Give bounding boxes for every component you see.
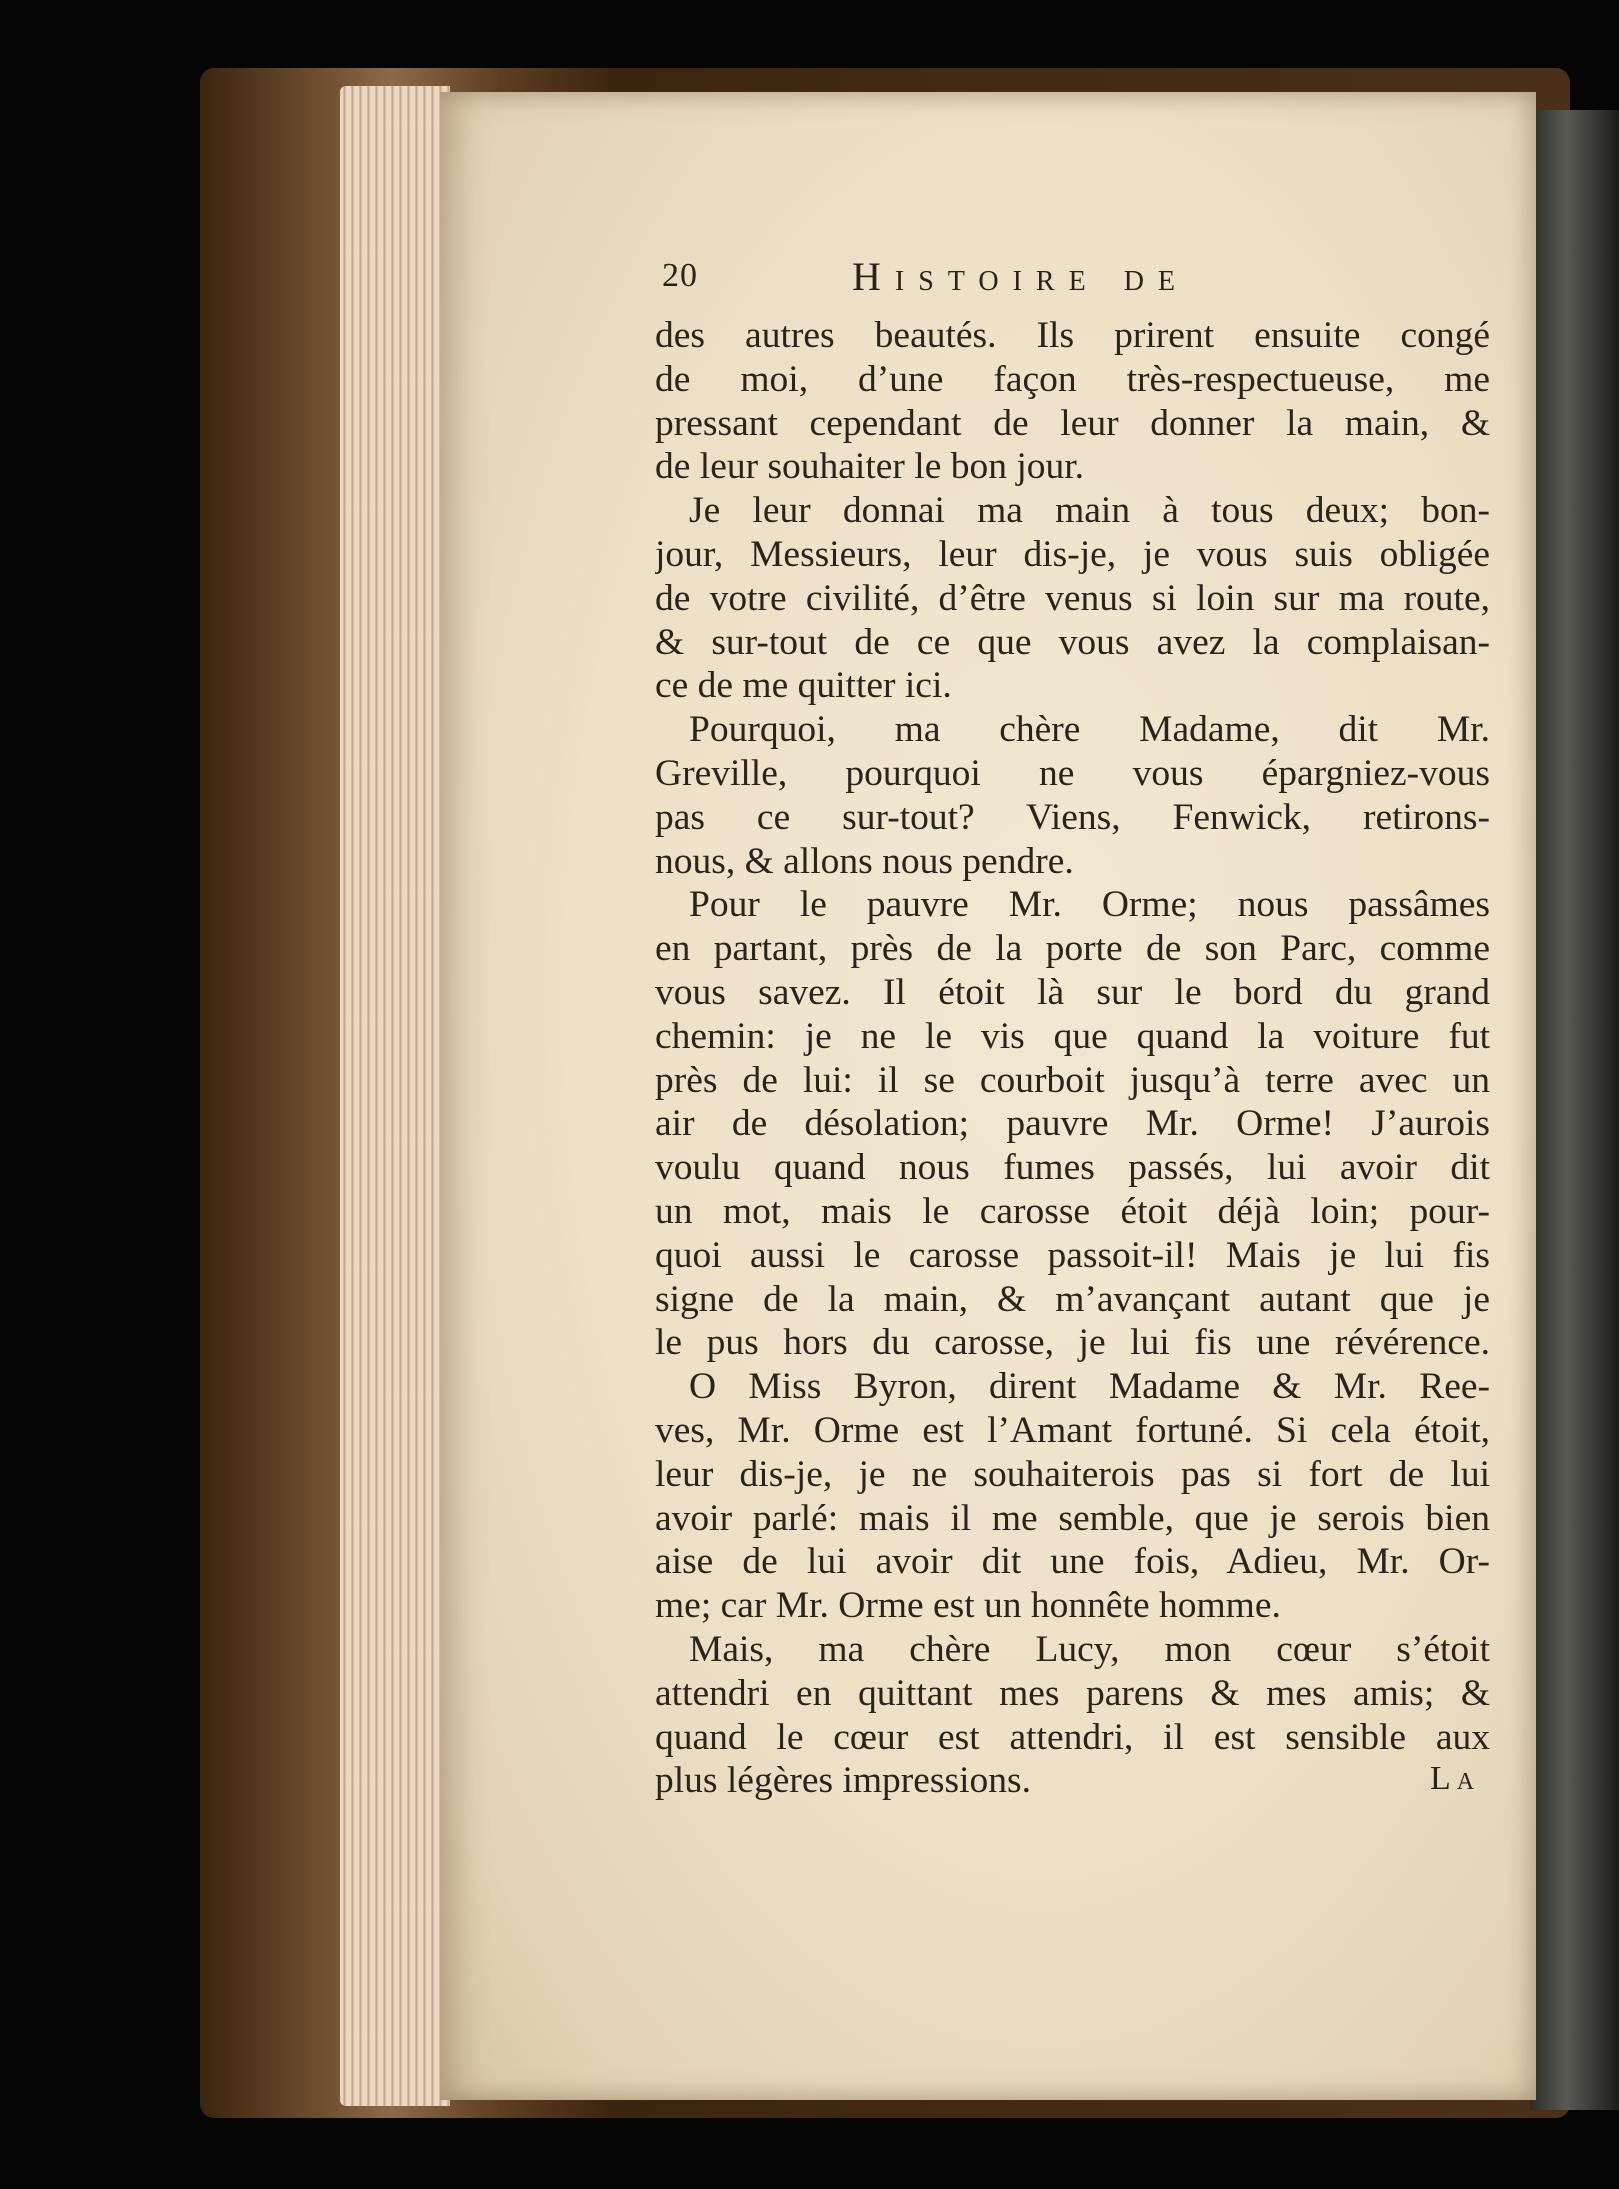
text-line: Mais, ma chère Lucy, mon cœur s’étoit (689, 1628, 1490, 1670)
text-line: des autres beautés. Ils prirent ensuite congé (655, 315, 1490, 356)
book-cover-right-edge (1530, 110, 1619, 2110)
text-line: voulu quand nous fumes passés, lui avoir dit (655, 1147, 1490, 1189)
text-line: pas ce sur-tout? Viens, Fenwick, retirons- (655, 796, 1490, 838)
text-line: près de lui: il se courboit jusqu’à terre avec un (655, 1059, 1490, 1101)
text-line: attendri en quittant mes parens & mes amis; & (655, 1672, 1490, 1714)
text-line: air de désolation; pauvre Mr. Orme! J’aurois (655, 1103, 1490, 1145)
text-line: le pus hors du carosse, je lui fis une révérence. (655, 1322, 1490, 1364)
text-line: ce de me quitter ici. (655, 665, 952, 707)
text-line: signe de la main, & m’avançant autant que je (655, 1278, 1490, 1320)
text-line: jour, Messieurs, leur dis-je, je vous suis obligée (655, 533, 1490, 575)
text-line: ves, Mr. Orme est l’Amant fortuné. Si cela étoit, (655, 1409, 1490, 1451)
text-line: & sur-tout de ce que vous avez la complaisan- (655, 621, 1490, 663)
text-line: quand le cœur est attendri, il est sensible aux (655, 1716, 1490, 1758)
text-line: de moi, d’une façon très-respectueuse, me (655, 358, 1490, 400)
catchword: La (1430, 1760, 1481, 1797)
text-line: nous, & allons nous pendre. (655, 840, 1074, 882)
text-line: Greville, pourquoi ne vous épargniez-vous (655, 752, 1490, 794)
text-line: plus légères impressions. (655, 1760, 1031, 1802)
text-line: me; car Mr. Orme est un honnête homme. (655, 1585, 1281, 1627)
text-line: aise de lui avoir dit une fois, Adieu, Mr. Or- (655, 1541, 1490, 1583)
page-edges (340, 86, 450, 2106)
text-line: chemin: je ne le vis que quand la voiture fut (655, 1015, 1490, 1057)
text-line: de leur souhaiter le bon jour. (655, 446, 1085, 488)
text-line: vous savez. Il étoit là sur le bord du grand (655, 971, 1490, 1013)
text-line: avoir parlé: mais il me semble, que je serois bien (655, 1497, 1490, 1539)
text-line: leur dis-je, je ne souhaiterois pas si fort de lui (655, 1453, 1490, 1495)
running-head: Histoire de (852, 254, 1190, 299)
body-text (655, 314, 1490, 1803)
text-line: en partant, près de la porte de son Parc, comme (655, 928, 1490, 970)
text-line: de votre civilité, d’être venus si loin sur ma route, (655, 577, 1490, 619)
text-line: Pourquoi, ma chère Madame, dit Mr. (689, 709, 1490, 751)
text-line: Pour le pauvre Mr. Orme; nous passâmes (689, 884, 1490, 926)
text-line: Je leur donnai ma main à tous deux; bon- (689, 490, 1490, 532)
page-header (662, 254, 1482, 307)
text-line: pressant cependant de leur donner la main, & (655, 402, 1490, 444)
text-line: O Miss Byron, dirent Madame & Mr. Ree- (689, 1366, 1490, 1408)
page-number: 20 (662, 257, 698, 294)
text-line: quoi aussi le carosse passoit-il! Mais je lui fis (655, 1234, 1490, 1276)
text-line: un mot, mais le carosse étoit déjà loin; pour- (655, 1190, 1490, 1232)
